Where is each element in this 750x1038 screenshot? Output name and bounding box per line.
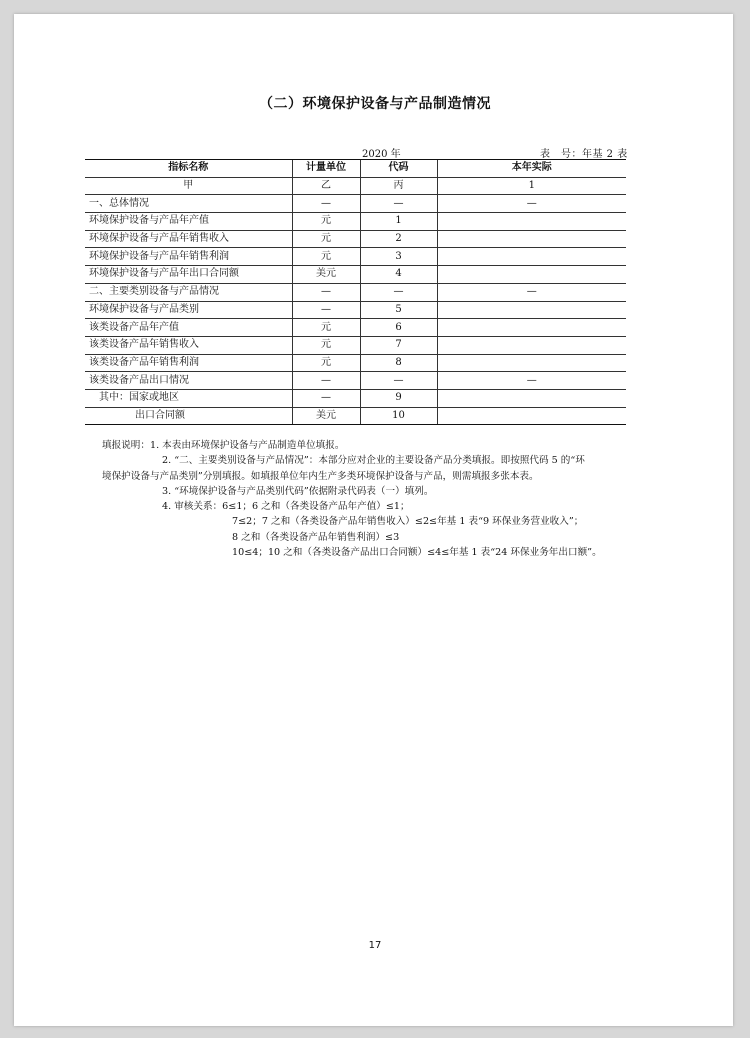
table-row — [85, 266, 626, 284]
row-unit: 元 — [292, 213, 360, 231]
row-label: 该类设备产品出口情况 — [85, 372, 292, 390]
header-actual: 本年实际 — [437, 160, 626, 178]
report-year: 2020 年 — [362, 149, 401, 160]
row-unit: — — [292, 389, 360, 407]
note-3: 3. “环境保护设备与产品类别代码”依据附录代码表（一）填列。 — [162, 485, 434, 497]
row-label: 该类设备产品年销售收入 — [85, 336, 292, 354]
row-unit: 元 — [292, 319, 360, 337]
row-code: 4 — [360, 266, 437, 284]
row-unit: 乙 — [292, 177, 360, 195]
page-title: （二）环境保护设备与产品制造情况 — [259, 96, 491, 112]
row-value — [437, 389, 626, 407]
table-row — [85, 213, 626, 231]
row-unit: 元 — [292, 248, 360, 266]
row-unit: 元 — [292, 336, 360, 354]
row-label: 一、总体情况 — [85, 195, 292, 213]
row-value — [437, 301, 626, 319]
table-row — [85, 372, 626, 390]
row-label: 该类设备产品年产值 — [85, 319, 292, 337]
row-value — [437, 248, 626, 266]
table-row — [85, 230, 626, 248]
row-label: 甲 — [85, 177, 292, 195]
row-code: 7 — [360, 336, 437, 354]
row-value — [437, 336, 626, 354]
note-2b: 境保护设备与产品类别”分别填报。如填报单位年内生产多类环境保护设备与产品，则需填报多张本表。 — [102, 470, 539, 482]
row-unit: — — [292, 372, 360, 390]
row-unit: 元 — [292, 230, 360, 248]
table-row — [85, 195, 626, 213]
row-label: 环境保护设备与产品年出口合同额 — [85, 266, 292, 284]
row-code: 5 — [360, 301, 437, 319]
row-code: 丙 — [360, 177, 437, 195]
row-value — [437, 407, 626, 425]
table-row — [85, 336, 626, 354]
table-row — [85, 354, 626, 372]
row-unit: 元 — [292, 354, 360, 372]
row-label: 出口合同额 — [85, 407, 292, 425]
note-1: 填报说明：1. 本表由环境保护设备与产品制造单位填报。 — [102, 440, 345, 451]
row-code: 6 — [360, 319, 437, 337]
row-code: — — [360, 195, 437, 213]
row-code: 1 — [360, 213, 437, 231]
header-indicator: 指标名称 — [85, 160, 292, 178]
row-value: — — [437, 195, 626, 213]
table-header-row — [85, 160, 626, 178]
table-row — [85, 389, 626, 407]
page-number: 17 — [368, 940, 382, 951]
row-code: 3 — [360, 248, 437, 266]
data-table — [85, 159, 626, 425]
note-7: 10≤4；10 之和（各类设备产品出口合同额）≤4≤年基 1 表“24 环保业务年出口额”。 — [232, 547, 602, 559]
table-row — [85, 407, 626, 425]
form-number: 表 号：年基 2 表 — [540, 149, 628, 160]
row-label: 环境保护设备与产品年销售收入 — [85, 230, 292, 248]
row-value: — — [437, 372, 626, 390]
row-code: 2 — [360, 230, 437, 248]
row-label: 二、主要类别设备与产品情况 — [85, 283, 292, 301]
header-code: 代码 — [360, 160, 437, 178]
row-value: 1 — [437, 177, 626, 195]
note-4: 4. 审核关系：6≤1；6 之和（各类设备产品年产值）≤1； — [162, 501, 410, 513]
row-value — [437, 213, 626, 231]
row-code: 9 — [360, 389, 437, 407]
row-value: — — [437, 283, 626, 301]
row-unit: — — [292, 283, 360, 301]
row-value — [437, 266, 626, 284]
table-row — [85, 319, 626, 337]
table-row — [85, 283, 626, 301]
row-value — [437, 230, 626, 248]
row-unit: 美元 — [292, 266, 360, 284]
row-value — [437, 354, 626, 372]
filling-instructions — [102, 438, 662, 560]
table-row — [85, 177, 626, 195]
row-code: — — [360, 283, 437, 301]
row-label: 其中：国家或地区 — [85, 389, 292, 407]
note-6: 8 之和（各类设备产品年销售利润）≤3 — [232, 531, 400, 543]
row-label: 该类设备产品年销售利润 — [85, 354, 292, 372]
table-row — [85, 301, 626, 319]
row-value — [437, 319, 626, 337]
row-label: 环境保护设备与产品类别 — [85, 301, 292, 319]
row-unit: — — [292, 195, 360, 213]
row-label: 环境保护设备与产品年销售利润 — [85, 248, 292, 266]
table-row — [85, 248, 626, 266]
row-code: 10 — [360, 407, 437, 425]
header-unit: 计量单位 — [292, 160, 360, 178]
row-unit: 美元 — [292, 407, 360, 425]
row-label: 环境保护设备与产品年产值 — [85, 213, 292, 231]
row-unit: — — [292, 301, 360, 319]
row-code: — — [360, 372, 437, 390]
note-5: 7≤2；7 之和（各类设备产品年销售收入）≤2≤年基 1 表“9 环保业务营业收入”； — [232, 516, 584, 528]
row-code: 8 — [360, 354, 437, 372]
note-2a: 2. “二、主要类别设备与产品情况”：本部分应对企业的主要设备产品分类填报。即按照代码 5 的“环 — [162, 455, 585, 467]
